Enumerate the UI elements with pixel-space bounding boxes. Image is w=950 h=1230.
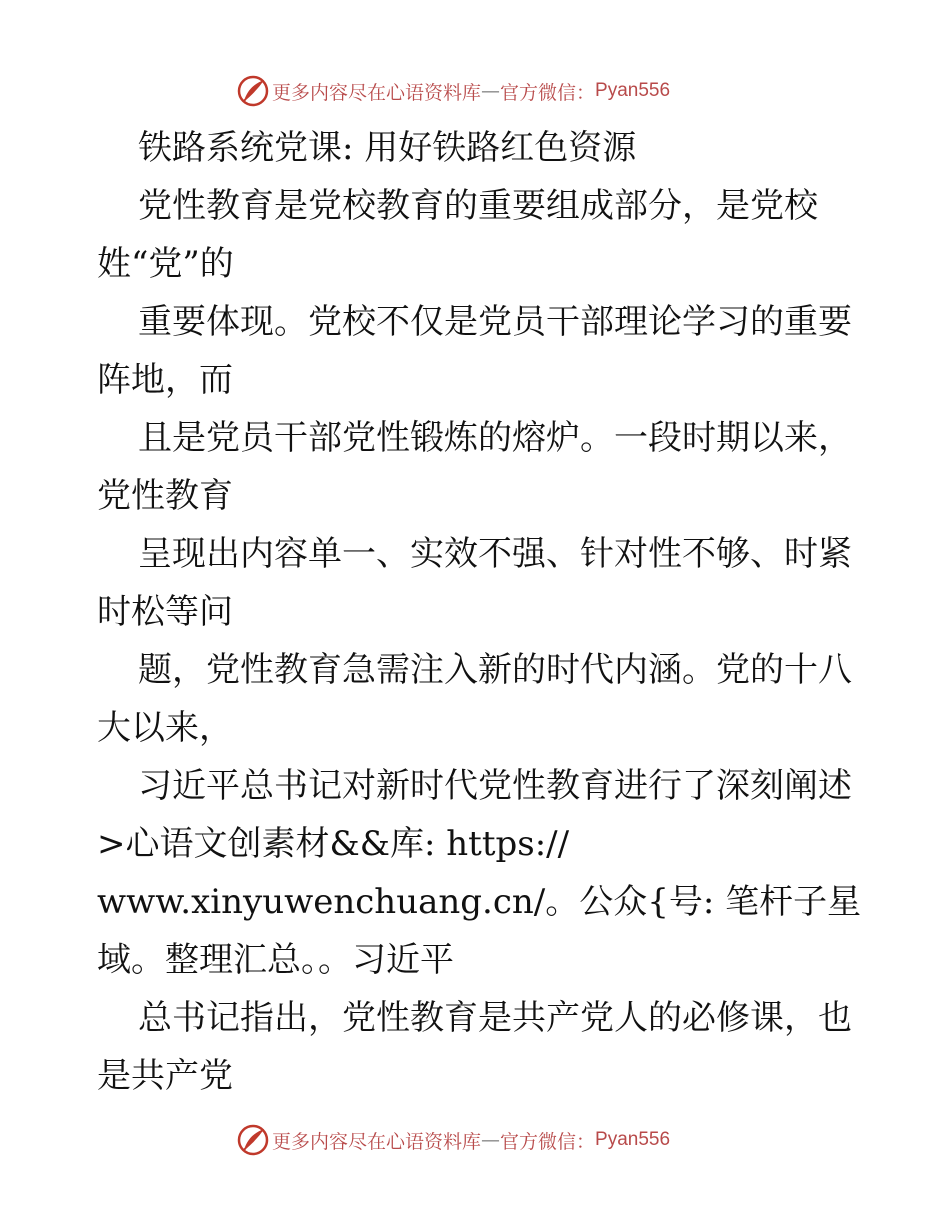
banner-label: 官方微信： bbox=[500, 1130, 596, 1153]
banner-text: 更多内容尽在心语资料库 bbox=[272, 1130, 482, 1153]
text-line: 重要体现。党校不仅是党员干部理论学习的重要 bbox=[138, 302, 852, 342]
document-title: 铁路系统党课: 用好铁路红色资源 bbox=[138, 128, 637, 168]
text-line: 党性教育 bbox=[97, 476, 233, 516]
text-line: 大以来， bbox=[97, 708, 233, 748]
text-line: 时松等问 bbox=[97, 592, 233, 632]
text-line: 党性教育是党校教育的重要组成部分，是党校 bbox=[138, 186, 818, 226]
text-line: 习近平总书记对新时代党性教育进行了深刻阐述 bbox=[138, 766, 852, 806]
text-line: 且是党员干部党性锻炼的熔炉。一段时期以来， bbox=[138, 418, 852, 458]
text-line: >心语文创素材&&库: https:// bbox=[97, 824, 570, 864]
text-line: 是共产党 bbox=[97, 1056, 233, 1096]
text-line: 总书记指出，党性教育是共产党人的必修课，也 bbox=[138, 998, 852, 1038]
text-line: 姓“党”的 bbox=[97, 244, 234, 284]
banner-handle: Pyan556 bbox=[595, 1129, 671, 1150]
banner-text: 更多内容尽在心语资料库 bbox=[272, 81, 482, 104]
banner-separator: — bbox=[481, 80, 501, 102]
banner-separator: — bbox=[481, 1129, 501, 1151]
text-line: 域。整理汇总。。习近平 bbox=[97, 940, 454, 980]
footer-watermark bbox=[236, 1120, 670, 1160]
text-line: www.xinyuwenchuang.cn/。公众{号: 笔杆子星 bbox=[97, 882, 862, 922]
feather-pen-logo-icon bbox=[236, 74, 270, 108]
banner-label: 官方微信： bbox=[500, 81, 596, 104]
banner-handle: Pyan556 bbox=[595, 80, 671, 101]
text-line: 题，党性教育急需注入新的时代内涵。党的十八 bbox=[138, 650, 852, 690]
text-line: 阵地，而 bbox=[97, 360, 233, 400]
feather-pen-logo-icon bbox=[236, 1123, 270, 1157]
header-watermark bbox=[236, 71, 670, 111]
text-line: 呈现出内容单一、实效不强、针对性不够、时紧 bbox=[138, 534, 852, 574]
